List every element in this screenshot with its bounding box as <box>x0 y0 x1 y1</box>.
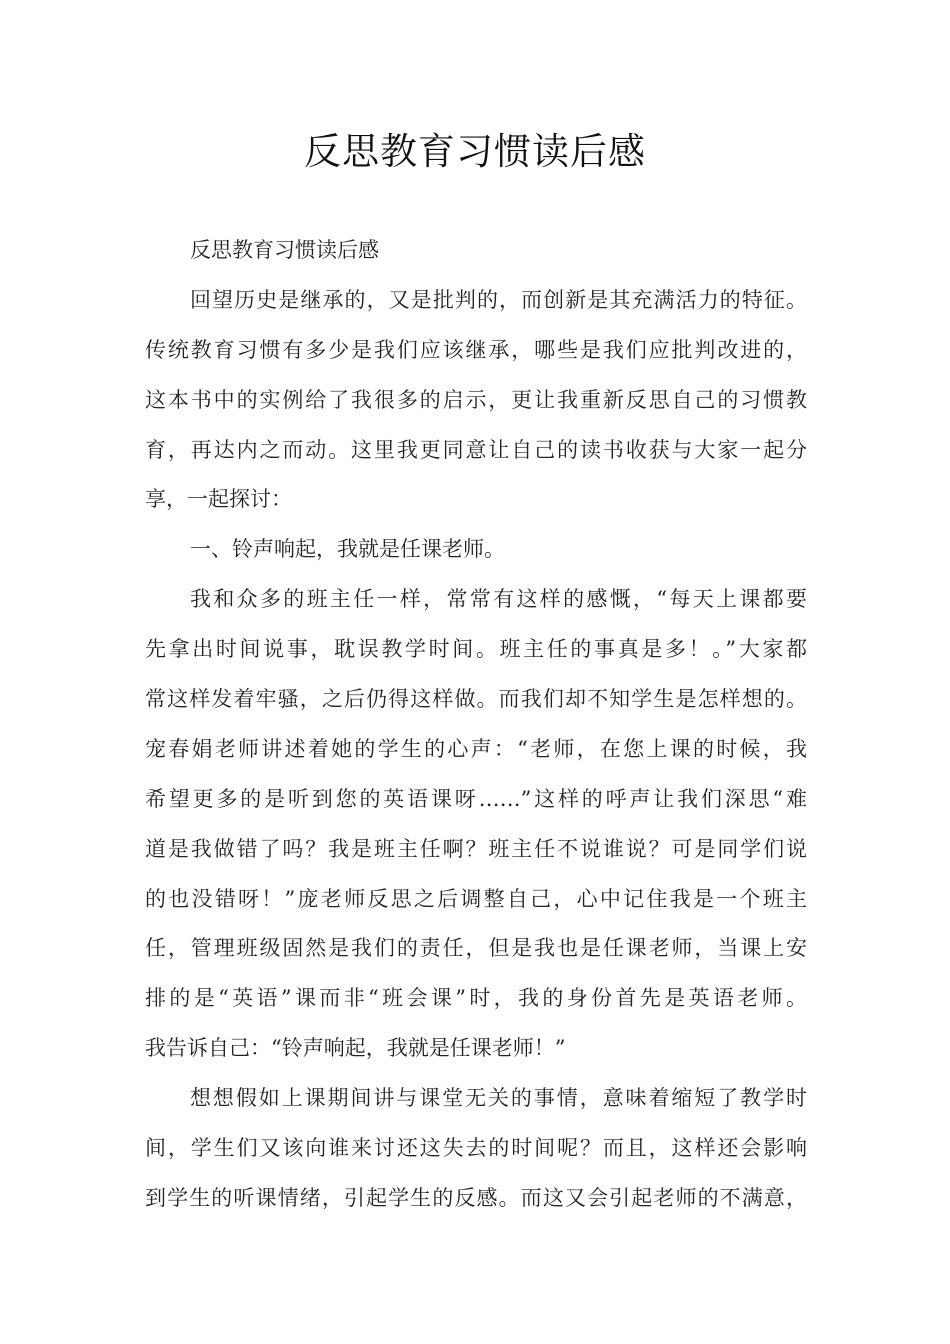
text-line: 育，再达内之而动。这里我更同意让自己的读书收获与大家一起分 <box>145 437 807 462</box>
text-line: 传统教育习惯有多少是我们应该继承，哪些是我们应批判改进的， <box>145 337 807 362</box>
text-line: 反思教育习惯读后感 <box>190 238 379 262</box>
text-line: 道是我做错了吗？我是班主任啊？班主任不说谁说？可是同学们说 <box>145 836 807 861</box>
text-line: 任，管理班级固然是我们的责任，但是我也是任课老师，当课上安 <box>145 936 807 961</box>
text-line: 一、铃声响起，我就是任课老师。 <box>190 537 505 562</box>
text-line: 间，学生们又该向谁来讨还这失去的时间呢？而且，这样还会影响 <box>145 1136 807 1161</box>
text-line: 先拿出时间说事，耽误教学时间。班主任的事真是多！。”大家都 <box>145 637 807 662</box>
text-line: 享，一起探讨： <box>145 487 292 512</box>
text-line: 希望更多的是听到您的英语课呀……”这样的呼声让我们深思“难 <box>145 786 807 811</box>
text-line: 常这样发着牢骚，之后仍得这样做。而我们却不知学生是怎样想的。 <box>145 687 807 712</box>
document-title: 反思教育习惯读后感 <box>304 130 646 173</box>
text-line: 我和众多的班主任一样，常常有这样的感慨，“每天上课都要 <box>190 587 807 612</box>
text-line: 排的是“英语”课而非“班会课”时，我的身份首先是英语老师。 <box>145 986 807 1011</box>
document-body <box>145 226 807 1224</box>
text-line: 到学生的听课情绪，引起学生的反感。而这又会引起老师的不满意， <box>145 1185 807 1210</box>
text-line: 的也没错呀！”庞老师反思之后调整自己，心中记住我是一个班主 <box>145 886 807 911</box>
text-line: 回望历史是继承的，又是批判的，而创新是其充满活力的特征。 <box>190 287 807 312</box>
text-line: 我告诉自己：“铃声响起，我就是任课老师！” <box>145 1036 566 1061</box>
text-line: 想想假如上课期间讲与课堂无关的事情，意味着缩短了教学时 <box>190 1086 807 1111</box>
text-line: 宠春娟老师讲述着她的学生的心声：“老师，在您上课的时候，我 <box>145 736 807 761</box>
text-line: 这本书中的实例给了我很多的启示，更让我重新反思自己的习惯教 <box>145 387 807 412</box>
